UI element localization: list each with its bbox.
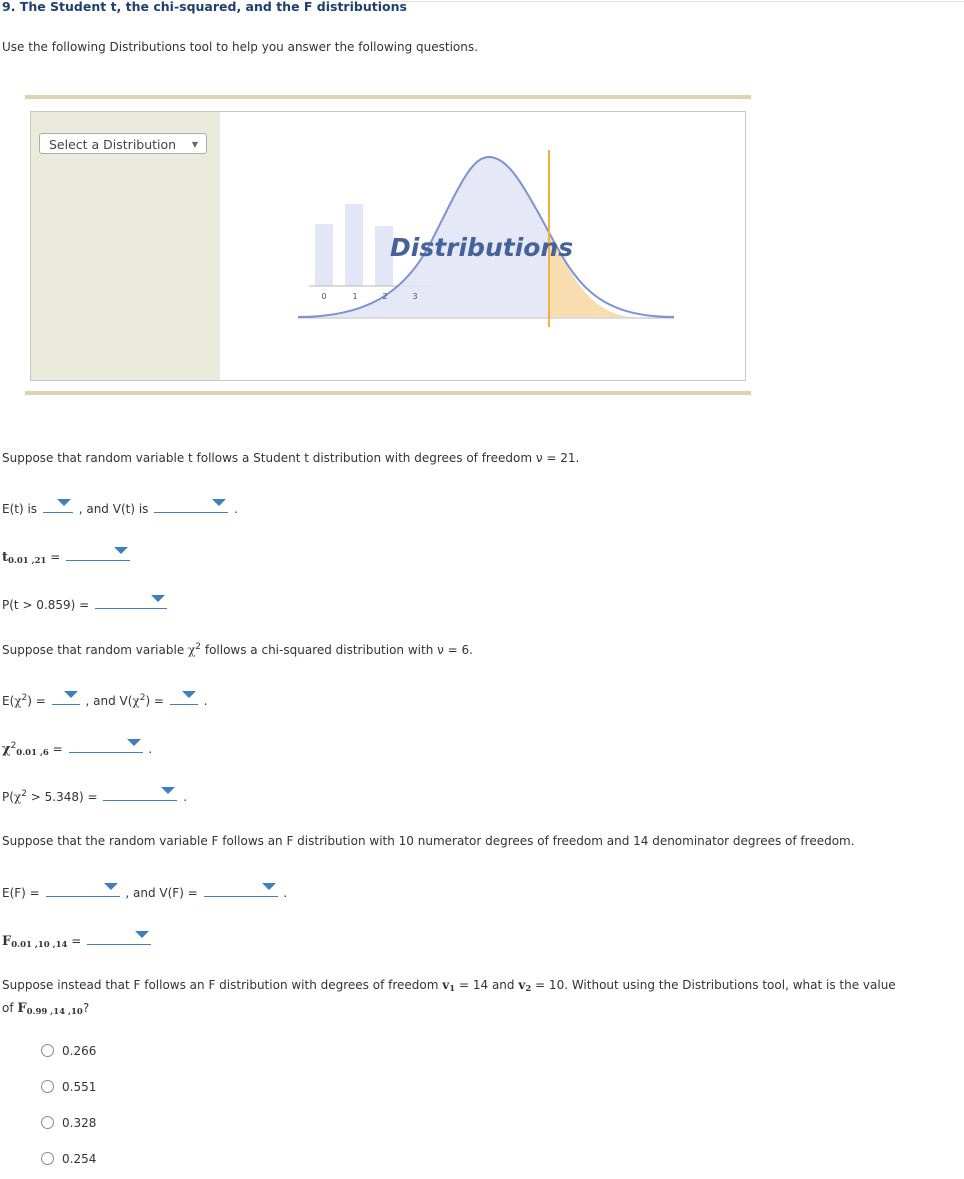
equals: =	[52, 742, 63, 756]
t-expectation-row	[2, 498, 238, 516]
dropdown-arrow-icon	[135, 931, 149, 938]
v-t-dropdown[interactable]	[154, 498, 228, 513]
final-question-line2	[2, 1001, 89, 1016]
option-label: 0.254	[62, 1152, 97, 1166]
dropdown-arrow-icon	[104, 883, 118, 890]
chi-symbol: χ	[132, 694, 140, 708]
e-chi-prefix: E(	[2, 694, 15, 708]
dropdown-arrow-icon	[262, 883, 276, 890]
equals: =	[71, 934, 82, 948]
chi-probability-row	[2, 786, 187, 804]
tool-bottom-border	[25, 391, 751, 395]
option-3[interactable]	[41, 1116, 96, 1130]
question-intro: Use the following Distributions tool to help you answer the following questions.	[2, 40, 478, 54]
dropdown-arrow-icon	[161, 787, 175, 794]
final-question-d: of	[2, 1001, 18, 1015]
chi-symbol: χ	[14, 694, 22, 708]
chi-intro-b: follows a chi-squared distribution with ν = 6.	[201, 643, 473, 657]
chi-symbol: χ	[13, 790, 22, 804]
t-critical-subscript: 0.01 ,21	[8, 556, 47, 566]
v-chi-close: ) =	[145, 694, 164, 708]
chi-intro	[2, 642, 473, 657]
option-4[interactable]	[41, 1152, 96, 1166]
logo-tick-2: 2	[382, 292, 388, 301]
chi-probability-suffix: > 5.348) =	[26, 790, 98, 804]
v-chi-dropdown[interactable]	[170, 690, 198, 705]
f-critical-subscript: 0.01 ,10 ,14	[11, 940, 68, 950]
f-intro: Suppose that the random variable F follows an F distribution with 10 numerator degrees of freedom and 14 denominator degrees of freedom.	[2, 834, 855, 848]
e-chi-dropdown[interactable]	[52, 690, 80, 705]
chi-critical-row	[2, 738, 152, 757]
chi-square-exponent: 2	[21, 693, 28, 703]
period: .	[234, 502, 238, 516]
chi-square-exponent: 2	[10, 741, 17, 751]
equals: =	[50, 550, 61, 564]
dropdown-arrow-icon	[114, 547, 128, 554]
e-f-label: E(F) =	[2, 886, 40, 900]
f-critical-row	[2, 930, 153, 949]
chevron-down-icon: ▼	[191, 140, 198, 149]
dropdown-arrow-icon	[57, 499, 71, 506]
period: .	[283, 886, 288, 900]
v-t-label: , and V(t) is	[78, 502, 149, 516]
chi-probability-prefix: P(	[2, 790, 14, 804]
final-question-b: = 14 and	[455, 978, 519, 992]
period: .	[203, 694, 208, 708]
f-symbol: F	[17, 1001, 27, 1016]
option-2[interactable]	[41, 1080, 96, 1094]
chi-critical-dropdown[interactable]	[69, 738, 143, 753]
dropdown-arrow-icon	[182, 691, 196, 698]
period: .	[183, 790, 188, 804]
radio-button[interactable]	[41, 1116, 54, 1129]
v1-symbol: v	[442, 978, 450, 992]
v2-subscript: 2	[525, 984, 532, 994]
t-critical-row	[2, 546, 132, 565]
option-label: 0.328	[62, 1116, 97, 1130]
chi-square-exponent: 2	[139, 693, 146, 703]
logo-tick-3: 3	[412, 292, 418, 301]
distributions-tool	[30, 111, 746, 381]
e-t-dropdown[interactable]	[43, 498, 73, 513]
t-probability-row	[2, 594, 169, 612]
option-label: 0.266	[62, 1044, 97, 1058]
dropdown-arrow-icon	[64, 691, 78, 698]
distributions-logo	[295, 142, 735, 372]
f-symbol: F	[2, 934, 12, 949]
e-chi-close: ) =	[27, 694, 46, 708]
question-mark: ?	[82, 1001, 90, 1015]
v-f-dropdown[interactable]	[204, 882, 278, 897]
t-probability-dropdown[interactable]	[95, 594, 167, 609]
dropdown-arrow-icon	[212, 499, 226, 506]
question-title: 9. The Student t, the chi-squared, and the F distributions	[2, 0, 407, 14]
final-question-c: = 10. Without using the Distributions tool, what is the value	[531, 978, 896, 992]
distribution-select[interactable]	[39, 133, 207, 154]
chi-expectation-row	[2, 690, 207, 708]
logo-text: Distributions	[390, 233, 574, 262]
final-question-line1	[2, 978, 896, 992]
header-rule	[386, 1, 964, 2]
chi-critical-subscript: 0.01 ,6	[16, 748, 49, 758]
period: .	[148, 742, 153, 756]
f-critical-dropdown[interactable]	[87, 930, 151, 945]
dropdown-arrow-icon	[151, 595, 165, 602]
final-question-a: Suppose instead that F follows an F distribution with degrees of freedom	[2, 978, 443, 992]
v1-subscript: 1	[449, 984, 456, 994]
f-final-subscript: 0.99 ,14 ,10	[26, 1007, 83, 1017]
v-chi-prefix: , and V(	[85, 694, 133, 708]
e-f-dropdown[interactable]	[46, 882, 120, 897]
chi-square-exponent: 2	[21, 789, 27, 799]
e-t-label: E(t) is	[2, 502, 38, 516]
logo-bar-1	[345, 204, 363, 286]
dropdown-arrow-icon	[127, 739, 141, 746]
radio-button[interactable]	[41, 1080, 54, 1093]
chi-symbol: χ	[2, 742, 11, 757]
t-symbol: t	[2, 550, 9, 565]
v2-symbol: v	[518, 978, 526, 992]
f-expectation-row	[2, 882, 287, 900]
t-intro: Suppose that random variable t follows a Student t distribution with degrees of freedom ν = 21.	[2, 451, 580, 465]
chi-symbol: χ	[188, 643, 196, 657]
tool-top-border	[25, 95, 751, 99]
logo-tick-0: 0	[321, 292, 327, 301]
v-f-label: , and V(F) =	[125, 886, 198, 900]
radio-button[interactable]	[41, 1044, 54, 1057]
logo-bar-0	[315, 224, 333, 286]
distribution-select-label: Select a Distribution	[49, 137, 177, 152]
radio-button[interactable]	[41, 1152, 54, 1165]
logo-tick-1: 1	[352, 292, 358, 301]
option-label: 0.551	[62, 1080, 97, 1094]
t-probability-label: P(t > 0.859) =	[2, 598, 90, 612]
t-critical-dropdown[interactable]	[66, 546, 130, 561]
chi-probability-dropdown[interactable]	[103, 786, 177, 801]
option-1[interactable]	[41, 1044, 96, 1058]
tool-sidebar	[31, 112, 220, 380]
chi-square-exponent: 2	[195, 642, 202, 652]
chi-intro-a: Suppose that random variable	[2, 643, 189, 657]
